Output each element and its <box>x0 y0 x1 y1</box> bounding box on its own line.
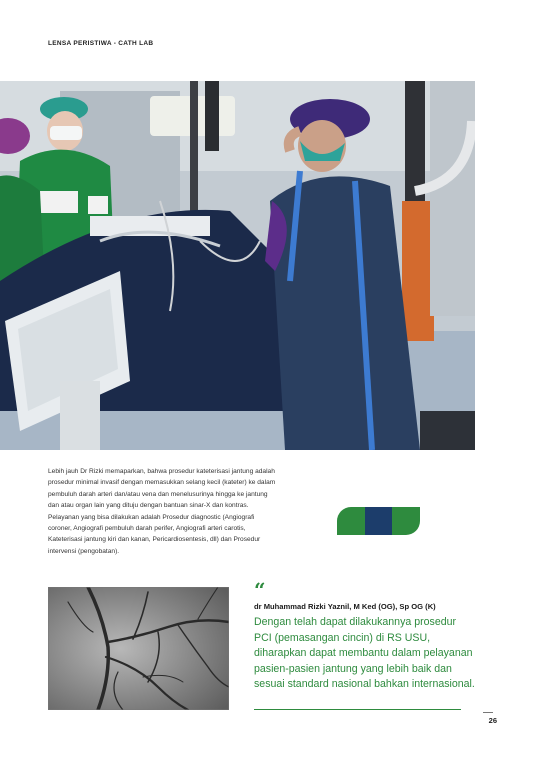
color-bar-navy <box>365 507 393 535</box>
quote-mark: “ <box>254 578 266 602</box>
color-bar-green-right <box>392 507 420 535</box>
section-label: LENSA PERISTIWA - CATH LAB <box>48 40 154 47</box>
cath-lab-photo <box>0 81 475 450</box>
quote-text: Dengan telah dapat dilakukannya prosedur PCI (pemasangan cincin) di RS USU, diharapkan dapat membantu dalam pelayanan pasien-pasien jantung yang lebih baik dan sesuai standard nasional bahkan internasional. <box>254 616 475 691</box>
page-number-dash <box>483 712 493 713</box>
quote-author: dr Muhammad Rizki Yaznil, M Ked (OG), Sp OG (K) <box>254 602 436 611</box>
decorative-color-bar <box>337 507 420 535</box>
quote-divider <box>254 709 461 710</box>
page-number: 26 <box>488 716 497 725</box>
body-paragraph: Lebih jauh Dr Rizki memaparkan, bahwa prosedur kateterisasi jantung adalah prosedur minimal invasif dengan memasukkan selang kecil (kateter) ke dalam pembuluh darah arteri dan/atau vena dan menelusurinya hingga ke jantung dan atau organ lain yang dituju dengan bantuan sinar-X dan kontras. Pelayanan yang bisa dilakukan adalah Prosedur diagnostic (Angiografi coroner, Angiografi pembuluh darah perifer, Angiografi arteri carotis, Kateterisasi jantung kiri dan kanan, Pericardiosentesis, dll) dan Prosedur intervensi (pengobatan). <box>48 468 276 555</box>
angiography-image <box>48 587 229 710</box>
color-bar-green-left <box>337 507 365 535</box>
